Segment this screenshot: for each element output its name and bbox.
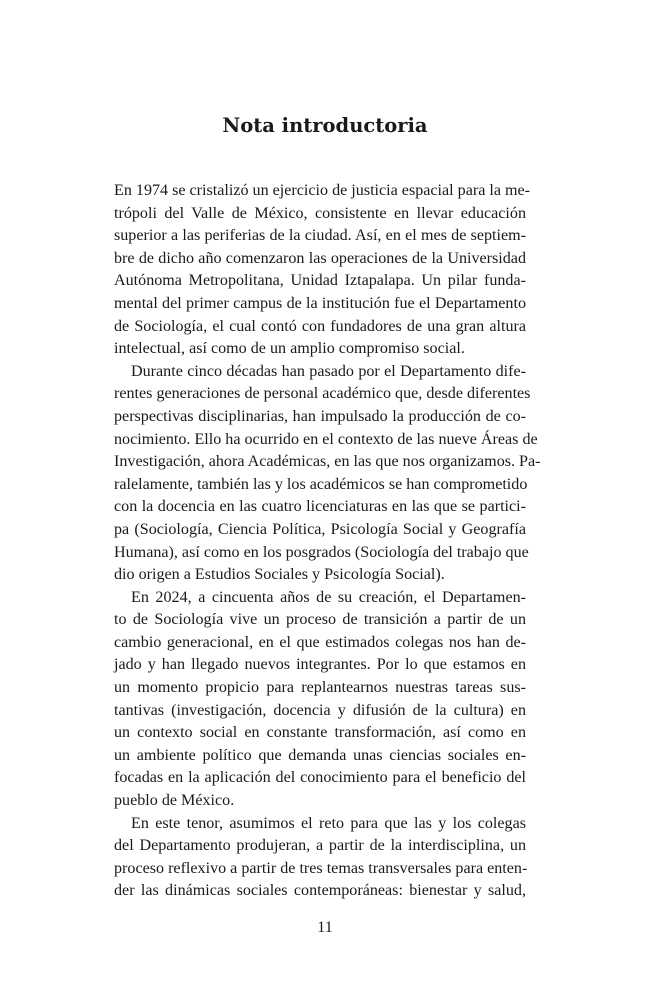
paragraph	[114, 361, 541, 587]
paragraph	[114, 180, 531, 361]
text-line: bre de dicho año comenzaron las operaciones de la Universidad	[114, 249, 526, 267]
text-line: dio origen a Estudios Sociales y Psicología Social).	[114, 566, 445, 584]
text-line: nocimiento. Ello ha ocurrido en el contexto de las nueve Áreas de	[114, 430, 538, 448]
text-line: del Departamento produjeran, a partir de la interdisciplina, un	[114, 837, 526, 855]
text-line: pa (Sociología, Ciencia Política, Psicología Social y Geografía	[114, 520, 526, 538]
text-line: En 2024, a cincuenta años de su creación, el Departamen-	[131, 588, 526, 606]
text-line: Investigación, ahora Académicas, en las que nos organizamos. Pa-	[114, 453, 541, 471]
text-line: proceso reflexivo a partir de tres temas transversales para enten-	[114, 859, 528, 877]
text-line: un contexto social en constante transformación, así como en	[114, 724, 526, 742]
text-line: rentes generaciones de personal académico que, desde diferentes	[114, 385, 531, 403]
text-line: to de Sociología vive un proceso de transición a partir de un	[114, 611, 526, 629]
text-line: Humana), así como en los posgrados (Sociología del trabajo que	[114, 543, 529, 561]
text-line: cambio generacional, en el que estimados colegas nos han de-	[114, 633, 526, 651]
text-line: tantivas (investigación, docencia y difusión de la cultura) en	[114, 701, 526, 719]
text-line: intelectual, así como de un amplio compromiso social.	[114, 340, 465, 358]
text-line: un momento propicio para replantearnos nuestras tareas sus-	[114, 679, 526, 697]
paragraph	[114, 587, 526, 813]
text-line: de Sociología, el cual contó con fundadores de una gran altura	[114, 317, 526, 335]
text-line: mental del primer campus de la institución fue el Departamento	[114, 294, 526, 312]
page-number: 11	[317, 919, 333, 936]
text-line: Autónoma Metropolitana, Unidad Iztapalapa. Un pilar funda-	[114, 272, 526, 290]
text-line: jado y han llegado nuevos integrantes. Por lo que estamos en	[114, 656, 526, 674]
text-line: perspectivas disciplinarias, han impulsado la producción de co-	[114, 407, 526, 425]
text-line: focadas en la aplicación del conocimiento para el beneficio del	[114, 769, 526, 787]
text-line: un ambiente político que demanda unas ciencias sociales en-	[114, 746, 526, 764]
page-title: Nota introductoria	[222, 114, 428, 137]
paragraph	[114, 813, 526, 903]
text-line: der las dinámicas sociales contemporáneas: bienestar y salud,	[114, 882, 526, 900]
text-line: pueblo de México.	[114, 792, 235, 810]
text-line: con la docencia en las cuatro licenciaturas en las que se partici-	[114, 498, 526, 516]
body-text	[114, 180, 541, 903]
text-line: trópoli del Valle de México, consistente en llevar educación	[114, 204, 526, 222]
text-line: ralelamente, también las y los académicos se han comprometido	[114, 475, 528, 493]
text-line: Durante cinco décadas han pasado por el Departamento dife-	[131, 362, 526, 380]
text-line: En este tenor, asumimos el reto para que las y los colegas	[131, 814, 526, 832]
text-line: En 1974 se cristalizó un ejercicio de justicia espacial para la me-	[114, 182, 531, 199]
text-line: superior a las periferias de la ciudad. Así, en el mes de septiem-	[114, 227, 526, 245]
